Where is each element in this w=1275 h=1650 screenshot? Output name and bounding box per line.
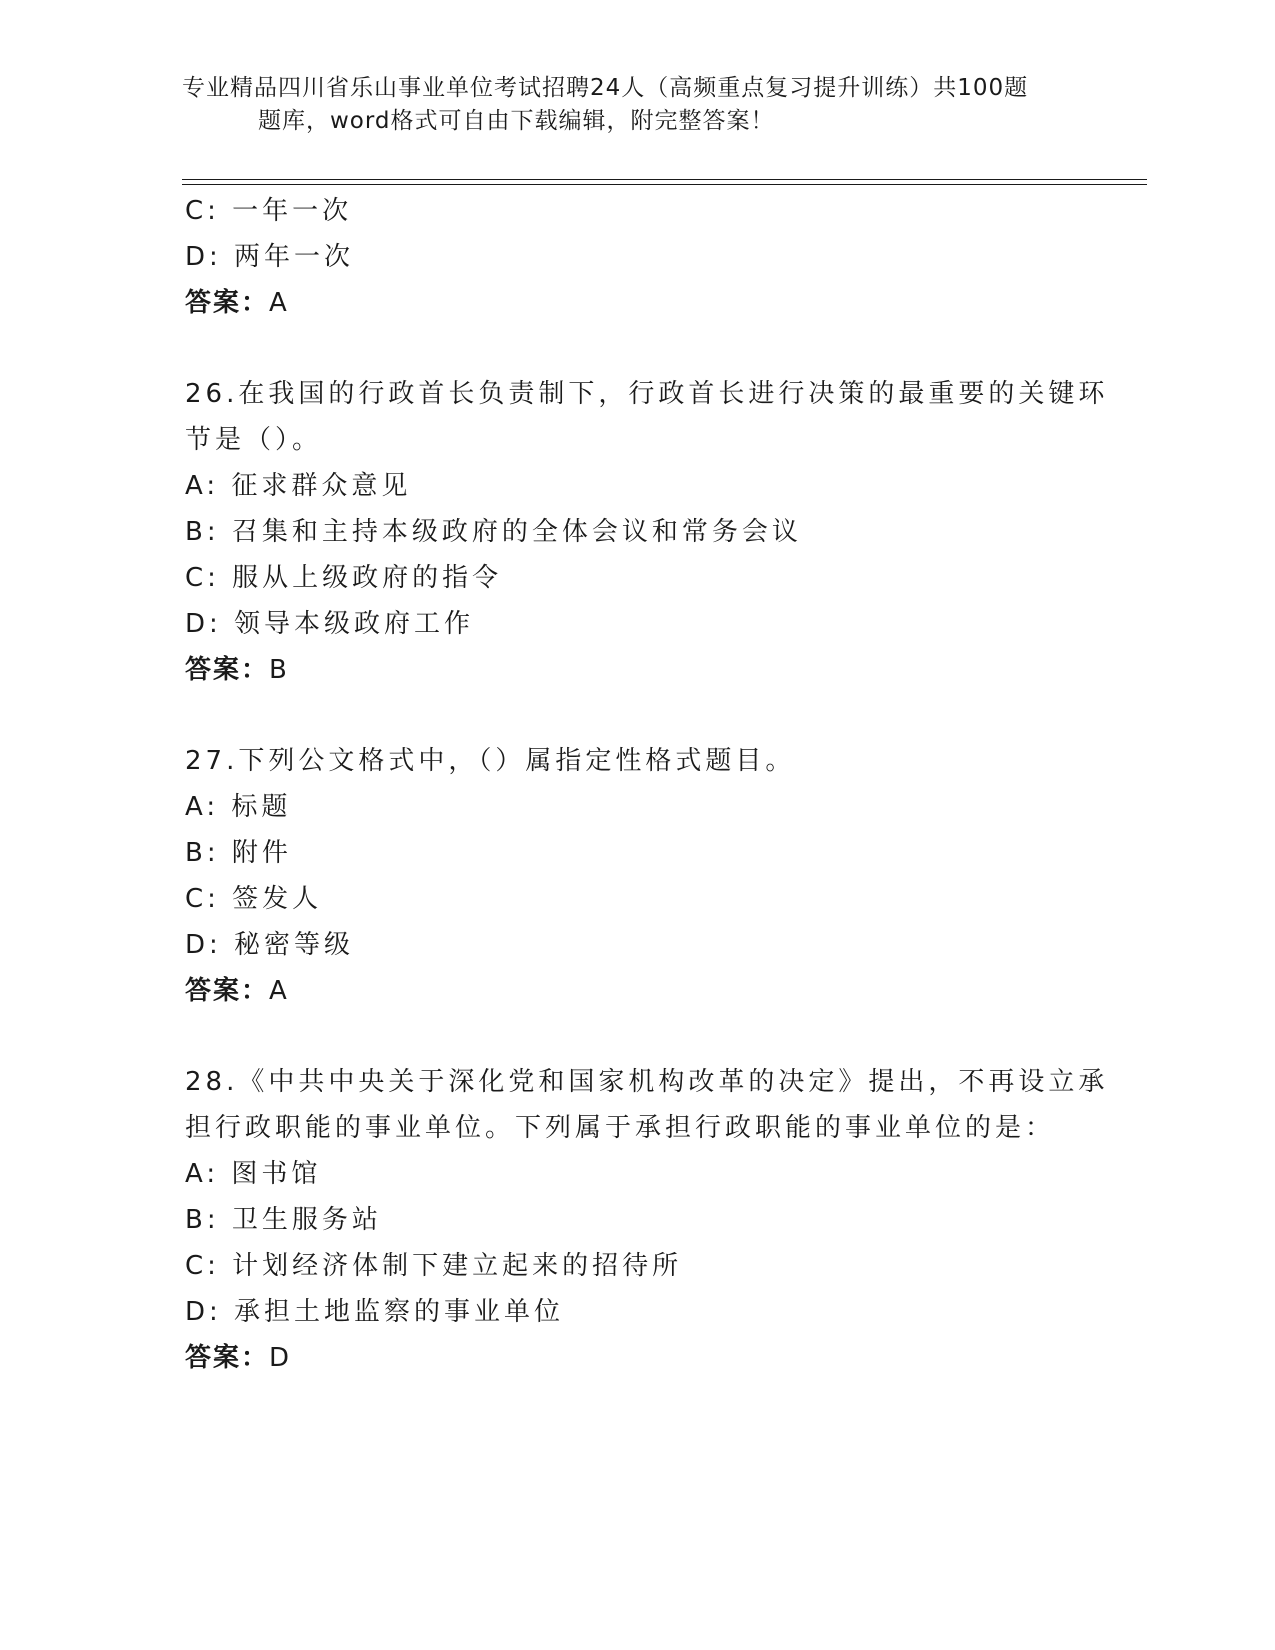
answer-value: D	[269, 1343, 292, 1373]
question-stem-line: 27.下列公文格式中，（）属指定性格式题目。	[185, 746, 796, 776]
question-28	[185, 1059, 1109, 1381]
option-d: D: 领导本级政府工作	[185, 609, 475, 639]
question-25-continued	[185, 188, 1085, 326]
question-stem-line: 节是（）。	[185, 425, 323, 455]
answer-value: A	[269, 976, 289, 1006]
page-header	[182, 72, 1062, 138]
option-b: B: 召集和主持本级政府的全体会议和常务会议	[185, 517, 802, 547]
answer-line	[185, 968, 1085, 1014]
answer-line	[185, 647, 1085, 693]
answer-label: 答案：	[185, 976, 270, 1006]
option-a: A: 标题	[185, 792, 292, 822]
header-title-line-1: 专业精品四川省乐山事业单位考试招聘24人（高频重点复习提升训练）共100题	[182, 75, 1029, 101]
option-a: A: 图书馆	[185, 1159, 322, 1189]
option-b: B: 卫生服务站	[185, 1205, 382, 1235]
answer-value: B	[269, 655, 289, 685]
answer-value: A	[269, 288, 289, 318]
question-list	[185, 188, 1109, 1381]
option-a: A: 征求群众意见	[185, 471, 412, 501]
question-stem-line: 担行政职能的事业单位。下列属于承担行政职能的事业单位的是：	[185, 1113, 1056, 1143]
option-c: C: 一年一次	[185, 196, 353, 226]
option-c: C: 签发人	[185, 884, 323, 914]
question-26	[185, 371, 1109, 693]
answer-label: 答案：	[185, 1343, 270, 1373]
header-divider-bottom	[182, 184, 1147, 185]
option-c: C: 服从上级政府的指令	[185, 563, 503, 593]
answer-label: 答案：	[185, 288, 270, 318]
option-d: D: 承担土地监察的事业单位	[185, 1297, 565, 1327]
option-d: D: 秘密等级	[185, 930, 355, 960]
answer-line	[185, 280, 1085, 326]
question-stem-line: 28.《中共中央关于深化党和国家机构改革的决定》提出，不再设立承	[185, 1067, 1109, 1097]
answer-line	[185, 1335, 1085, 1381]
option-b: B: 附件	[185, 838, 292, 868]
header-title-line-2: 题库，word格式可自由下载编辑，附完整答案！	[258, 108, 775, 134]
header-divider-top	[182, 179, 1147, 180]
option-d: D: 两年一次	[185, 242, 355, 272]
question-stem-line: 26.在我国的行政首长负责制下，行政首长进行决策的最重要的关键环	[185, 379, 1109, 409]
question-27	[185, 738, 1085, 1014]
option-c: C: 计划经济体制下建立起来的招待所	[185, 1251, 683, 1281]
answer-label: 答案：	[185, 655, 270, 685]
